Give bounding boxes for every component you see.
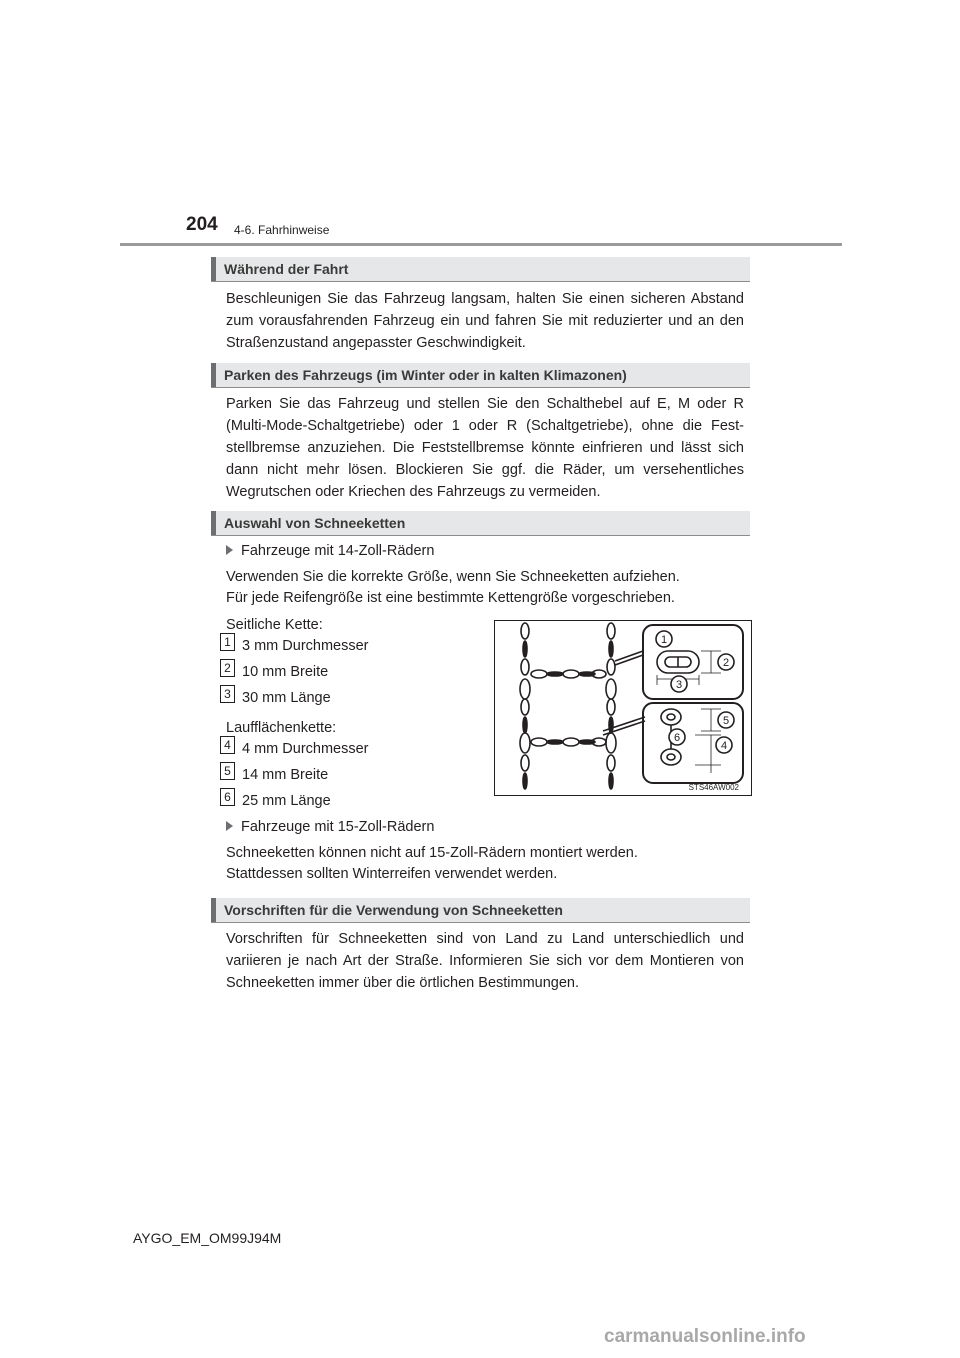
callout-number: 1	[220, 633, 235, 651]
header-rule	[120, 243, 842, 246]
subheading-14-inch: Fahrzeuge mit 14-Zoll-Rädern	[226, 543, 434, 559]
watermark: carmanualsonline.info	[604, 1326, 806, 1347]
figure-code: STS46AW002	[688, 783, 739, 792]
spec-item: 4 mm Durchmesser	[242, 741, 369, 757]
section-heading-text: Auswahl von Schneeketten	[224, 515, 406, 531]
section-heading-regulations	[211, 898, 750, 923]
callout-number: 3	[220, 685, 235, 703]
triangle-bullet-icon	[226, 821, 233, 831]
section-heading-parking	[211, 363, 750, 388]
tread-chain-label: Laufflächenkette:	[226, 720, 337, 736]
section-heading-text: Parken des Fahrzeugs (im Winter oder in kalten Klimazonen)	[224, 367, 627, 383]
callout-number: 2	[220, 659, 235, 677]
triangle-bullet-icon	[226, 545, 233, 555]
text-line: Für jede Reifengröße ist eine bestimmte Kettengröße vorgeschrieben.	[226, 590, 675, 606]
section-heading-text: Vorschriften für die Verwendung von Schneeketten	[224, 902, 563, 918]
paragraph-parking: Parken Sie das Fahrzeug und stellen Sie den Schalthebel auf E, M oder R (Multi-Mode-Schaltgetriebe) oder 1 oder R (Schaltgetriebe), ohne die Fest-stellbremse anzuziehen. Die Feststellbremse könnte einfrieren und lässt sich dann nicht mehr lösen. Blockieren Sie ggf. die Räder, um versehentliches Wegrutschen oder Kriechen des Fahrzeugs zu vermeiden.	[226, 396, 744, 500]
callout-label: 4	[720, 740, 728, 752]
section-heading-driving	[211, 257, 750, 282]
section-heading-text: Während der Fahrt	[224, 261, 349, 277]
text-line: Verwenden Sie die korrekte Größe, wenn Sie Schneeketten aufziehen.	[226, 569, 680, 585]
side-chain-label: Seitliche Kette:	[226, 617, 323, 633]
footer-code: AYGO_EM_OM99J94M	[133, 1230, 282, 1246]
callout-number: 6	[220, 788, 235, 806]
spec-item: 25 mm Länge	[242, 793, 331, 809]
callout-label: 5	[722, 715, 730, 727]
spec-item: 3 mm Durchmesser	[242, 638, 369, 654]
text-line: Stattdessen sollten Winterreifen verwendet werden.	[226, 866, 558, 882]
callout-label: 3	[675, 679, 683, 691]
paragraph-driving: Beschleunigen Sie das Fahrzeug langsam, halten Sie einen sicheren Abstand zum vorausfahrenden Fahrzeug ein und fahren Sie mit reduzierter und an den Straßenzustand angepasster Geschwindigkeit.	[226, 291, 744, 351]
section-label: 4-6. Fahrhinweise	[234, 223, 330, 237]
spec-item: 30 mm Länge	[242, 690, 331, 706]
subheading-15-inch: Fahrzeuge mit 15-Zoll-Rädern	[226, 819, 434, 835]
callout-number: 5	[220, 762, 235, 780]
callout-label: 2	[722, 657, 730, 669]
callout-label: 6	[673, 732, 681, 744]
spec-item: 14 mm Breite	[242, 767, 329, 783]
spec-item: 10 mm Breite	[242, 664, 329, 680]
paragraph-regulations: Vorschriften für Schneeketten sind von Land zu Land unterschiedlich und variieren je nach Art der Straße. Informieren Sie sich vor dem Montieren von Schneeketten immer über die örtlichen Bestimmungen.	[226, 931, 744, 991]
snow-chain-illustration	[495, 621, 751, 795]
snow-chain-figure	[494, 620, 752, 796]
callout-label: 1	[660, 634, 668, 646]
callout-number: 4	[220, 736, 235, 754]
text-line: Schneeketten können nicht auf 15-Zoll-Rädern montiert werden.	[226, 845, 638, 861]
page-number: 204	[186, 214, 218, 235]
section-heading-snow-chains	[211, 511, 750, 536]
